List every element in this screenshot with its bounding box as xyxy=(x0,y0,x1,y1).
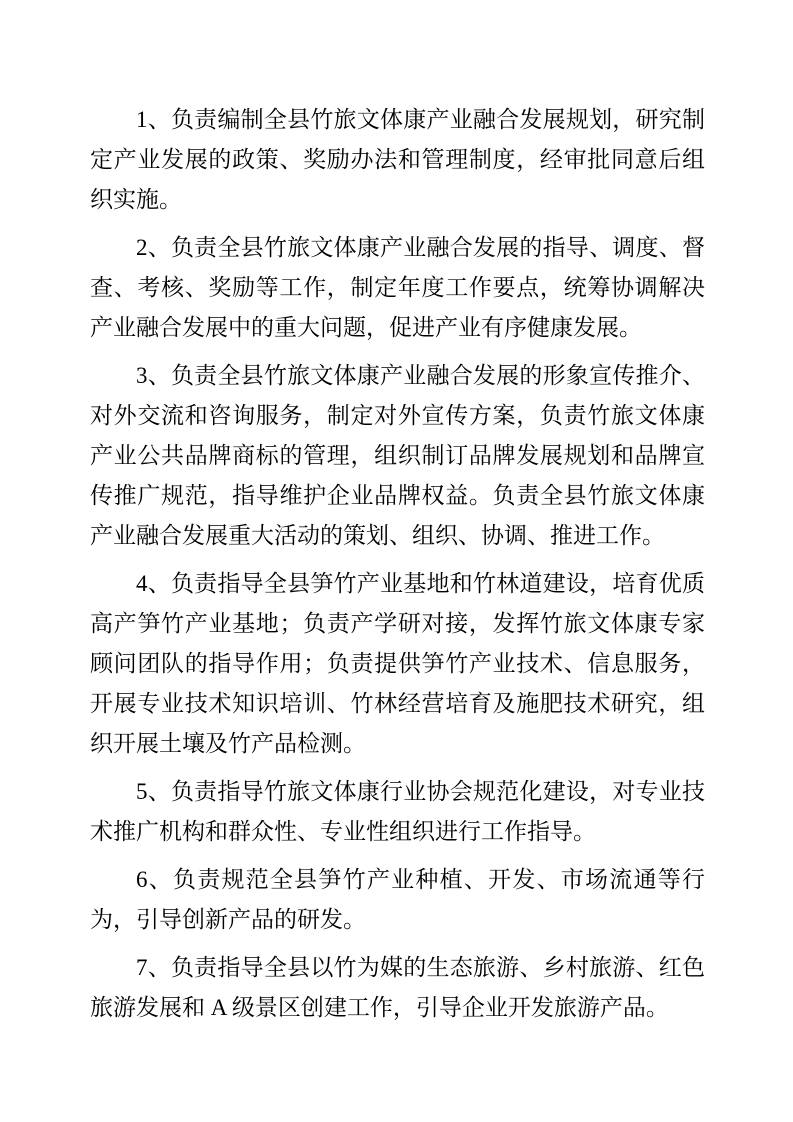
paragraph-5: 5、负责指导竹旅文体康行业协会规范化建设，对专业技术推广机构和群众性、专业性组织进行工作指导。 xyxy=(90,779,705,844)
paragraph-7: 7、负责指导全县以竹为媒的生态旅游、乡村旅游、红色旅游发展和 A 级景区创建工作，引导企业开发旅游产品。 xyxy=(90,955,705,1020)
paragraph-6: 6、负责规范全县笋竹产业种植、开发、市场流通等行为，引导创新产品的研发。 xyxy=(90,867,705,932)
document-body xyxy=(90,100,705,1036)
paragraph-1: 1、负责编制全县竹旅文体康产业融合发展规划，研究制定产业发展的政策、奖励办法和管理制度，经审批同意后组织实施。 xyxy=(90,107,705,212)
paragraph-2: 2、负责全县竹旅文体康产业融合发展的指导、调度、督查、考核、奖励等工作，制定年度工作要点，统筹协调解决产业融合发展中的重大问题，促进产业有序健康发展。 xyxy=(90,235,705,340)
paragraph-3: 3、负责全县竹旅文体康产业融合发展的形象宣传推介、对外交流和咨询服务，制定对外宣传方案，负责竹旅文体康产业公共品牌商标的管理，组织制订品牌发展规划和品牌宣传推广规范，指导维护企业品牌权益。负责全县竹旅文体康产业融合发展重大活动的策划、组织、协调、推进工作。 xyxy=(90,363,705,548)
paragraph-4: 4、负责指导全县笋竹产业基地和竹林道建设，培育优质高产笋竹产业基地；负责产学研对接，发挥竹旅文体康专家顾问团队的指导作用；负责提供笋竹产业技术、信息服务，开展专业技术知识培训、竹林经营培育及施肥技术研究，组织开展土壤及竹产品检测。 xyxy=(90,571,705,756)
